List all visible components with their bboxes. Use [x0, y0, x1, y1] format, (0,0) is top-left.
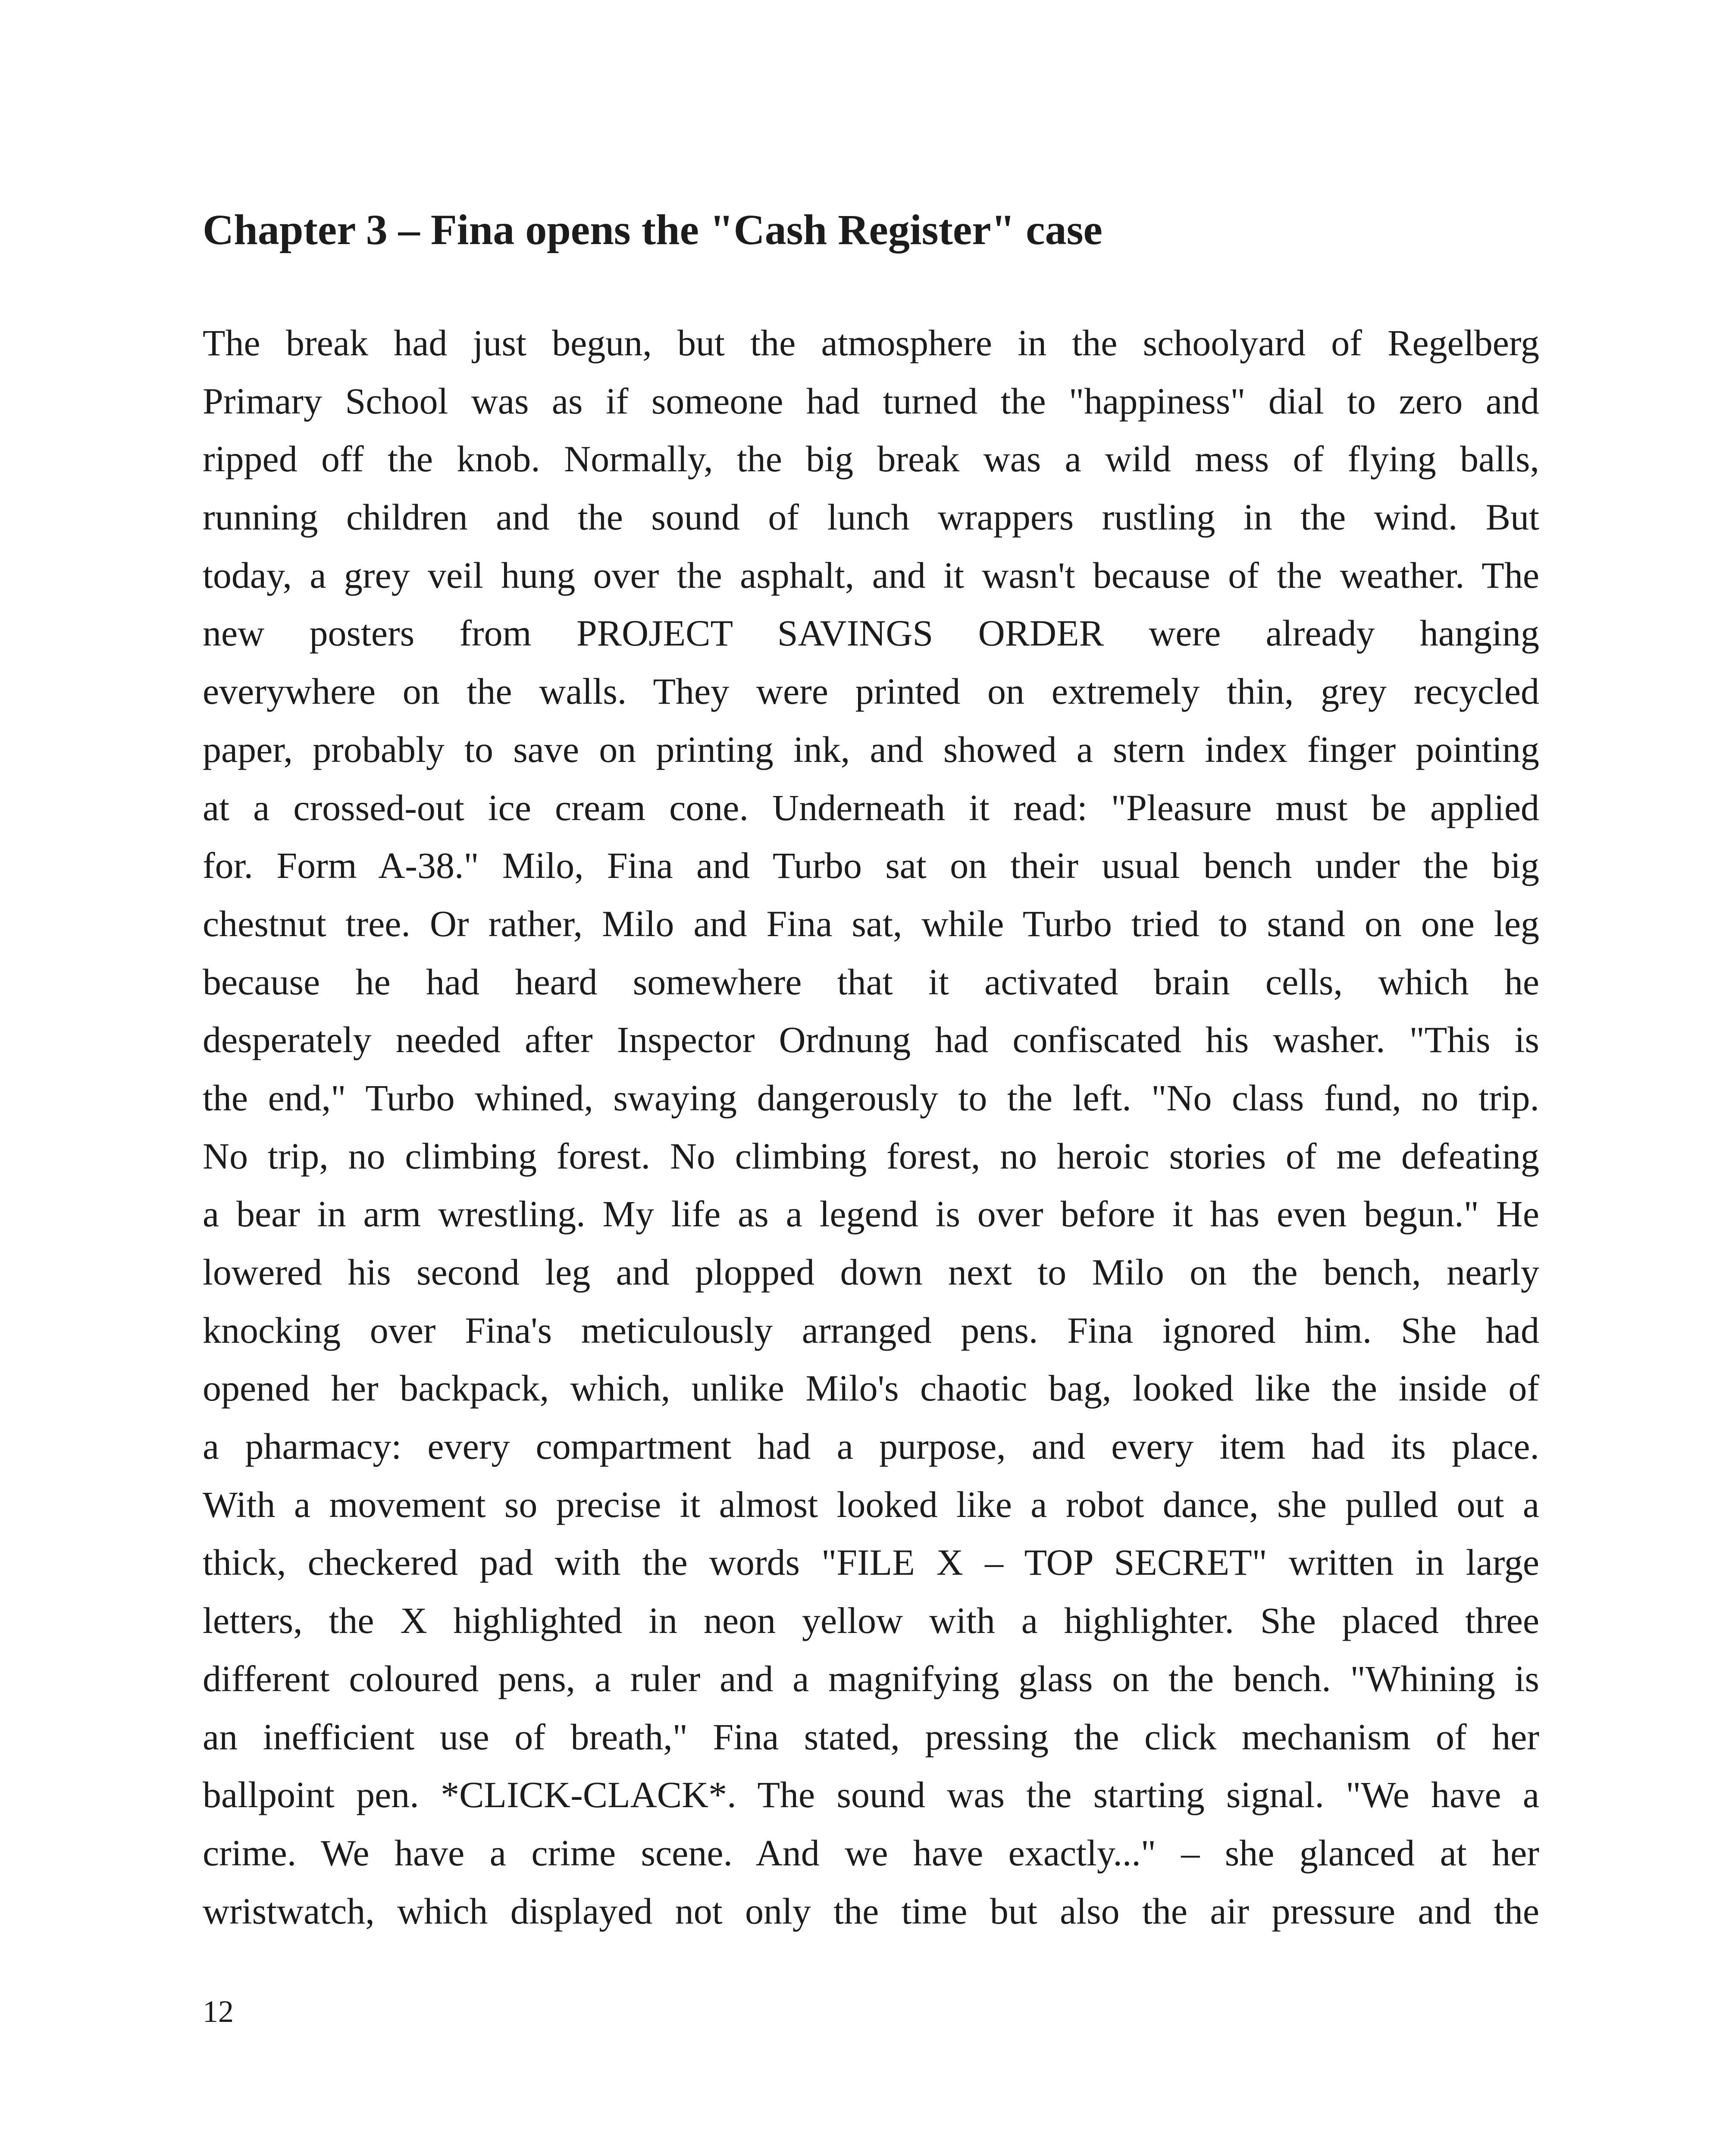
body-line: Primary School was as if someone had turned the "happiness" dial to zero and	[203, 380, 1539, 422]
body-line: new posters from PROJECT SAVINGS ORDER were already hanging	[203, 612, 1539, 654]
body-line: The break had just begun, but the atmosphere in the schoolyard of Regelberg	[203, 322, 1539, 364]
body-line: letters, the X highlighted in neon yellow with a highlighter. She placed three	[203, 1600, 1539, 1642]
body-line: ripped off the knob. Normally, the big break was a wild mess of flying balls,	[203, 438, 1539, 480]
body-line: a bear in arm wrestling. My life as a legend is over before it has even begun." He	[203, 1193, 1539, 1235]
body-line: wristwatch, which displayed not only the time but also the air pressure and the	[203, 1890, 1539, 1932]
body-line: desperately needed after Inspector Ordnung had confiscated his washer. "This is	[203, 1019, 1539, 1061]
body-line: paper, probably to save on printing ink, and showed a stern index finger pointing	[203, 728, 1539, 770]
body-line: thick, checkered pad with the words "FILE X – TOP SECRET" written in large	[203, 1542, 1539, 1583]
body-line: different coloured pens, a ruler and a magnifying glass on the bench. "Whining is	[203, 1658, 1539, 1699]
body-line: No trip, no climbing forest. No climbing forest, no heroic stories of me defeating	[203, 1135, 1539, 1177]
body-line: chestnut tree. Or rather, Milo and Fina sat, while Turbo tried to stand on one leg	[203, 903, 1539, 944]
body-line: everywhere on the walls. They were printed on extremely thin, grey recycled	[203, 671, 1539, 712]
body-line: ballpoint pen. *CLICK-CLACK*. The sound was the starting signal. "We have a	[203, 1774, 1539, 1816]
page-number: 12	[203, 1994, 234, 2029]
body-line: With a movement so precise it almost looked like a robot dance, she pulled out a	[203, 1483, 1539, 1525]
body-line: lowered his second leg and plopped down next to Milo on the bench, nearly	[203, 1251, 1539, 1293]
body-line: because he had heard somewhere that it activated brain cells, which he	[203, 961, 1539, 1003]
body-line: crime. We have a crime scene. And we have exactly..." – she glanced at her	[203, 1832, 1539, 1874]
body-line: today, a grey veil hung over the asphalt, and it wasn't because of the weather. The	[203, 554, 1539, 596]
body-line: a pharmacy: every compartment had a purpose, and every item had its place.	[203, 1426, 1539, 1467]
body-line: for. Form A-38." Milo, Fina and Turbo sat on their usual bench under the big	[203, 845, 1539, 887]
body-line: at a crossed-out ice cream cone. Underneath it read: "Pleasure must be applied	[203, 787, 1539, 828]
body-line: an inefficient use of breath," Fina stated, pressing the click mechanism of her	[203, 1716, 1539, 1758]
chapter-body-text	[203, 314, 1539, 1940]
chapter-title: Chapter 3 – Fina opens the "Cash Register" case	[203, 206, 1102, 254]
body-line: opened her backpack, which, unlike Milo's chaotic bag, looked like the inside of	[203, 1367, 1539, 1409]
body-line: knocking over Fina's meticulously arranged pens. Fina ignored him. She had	[203, 1309, 1539, 1351]
body-line: running children and the sound of lunch wrappers rustling in the wind. But	[203, 496, 1539, 538]
body-line: the end," Turbo whined, swaying dangerously to the left. "No class fund, no trip.	[203, 1077, 1539, 1119]
